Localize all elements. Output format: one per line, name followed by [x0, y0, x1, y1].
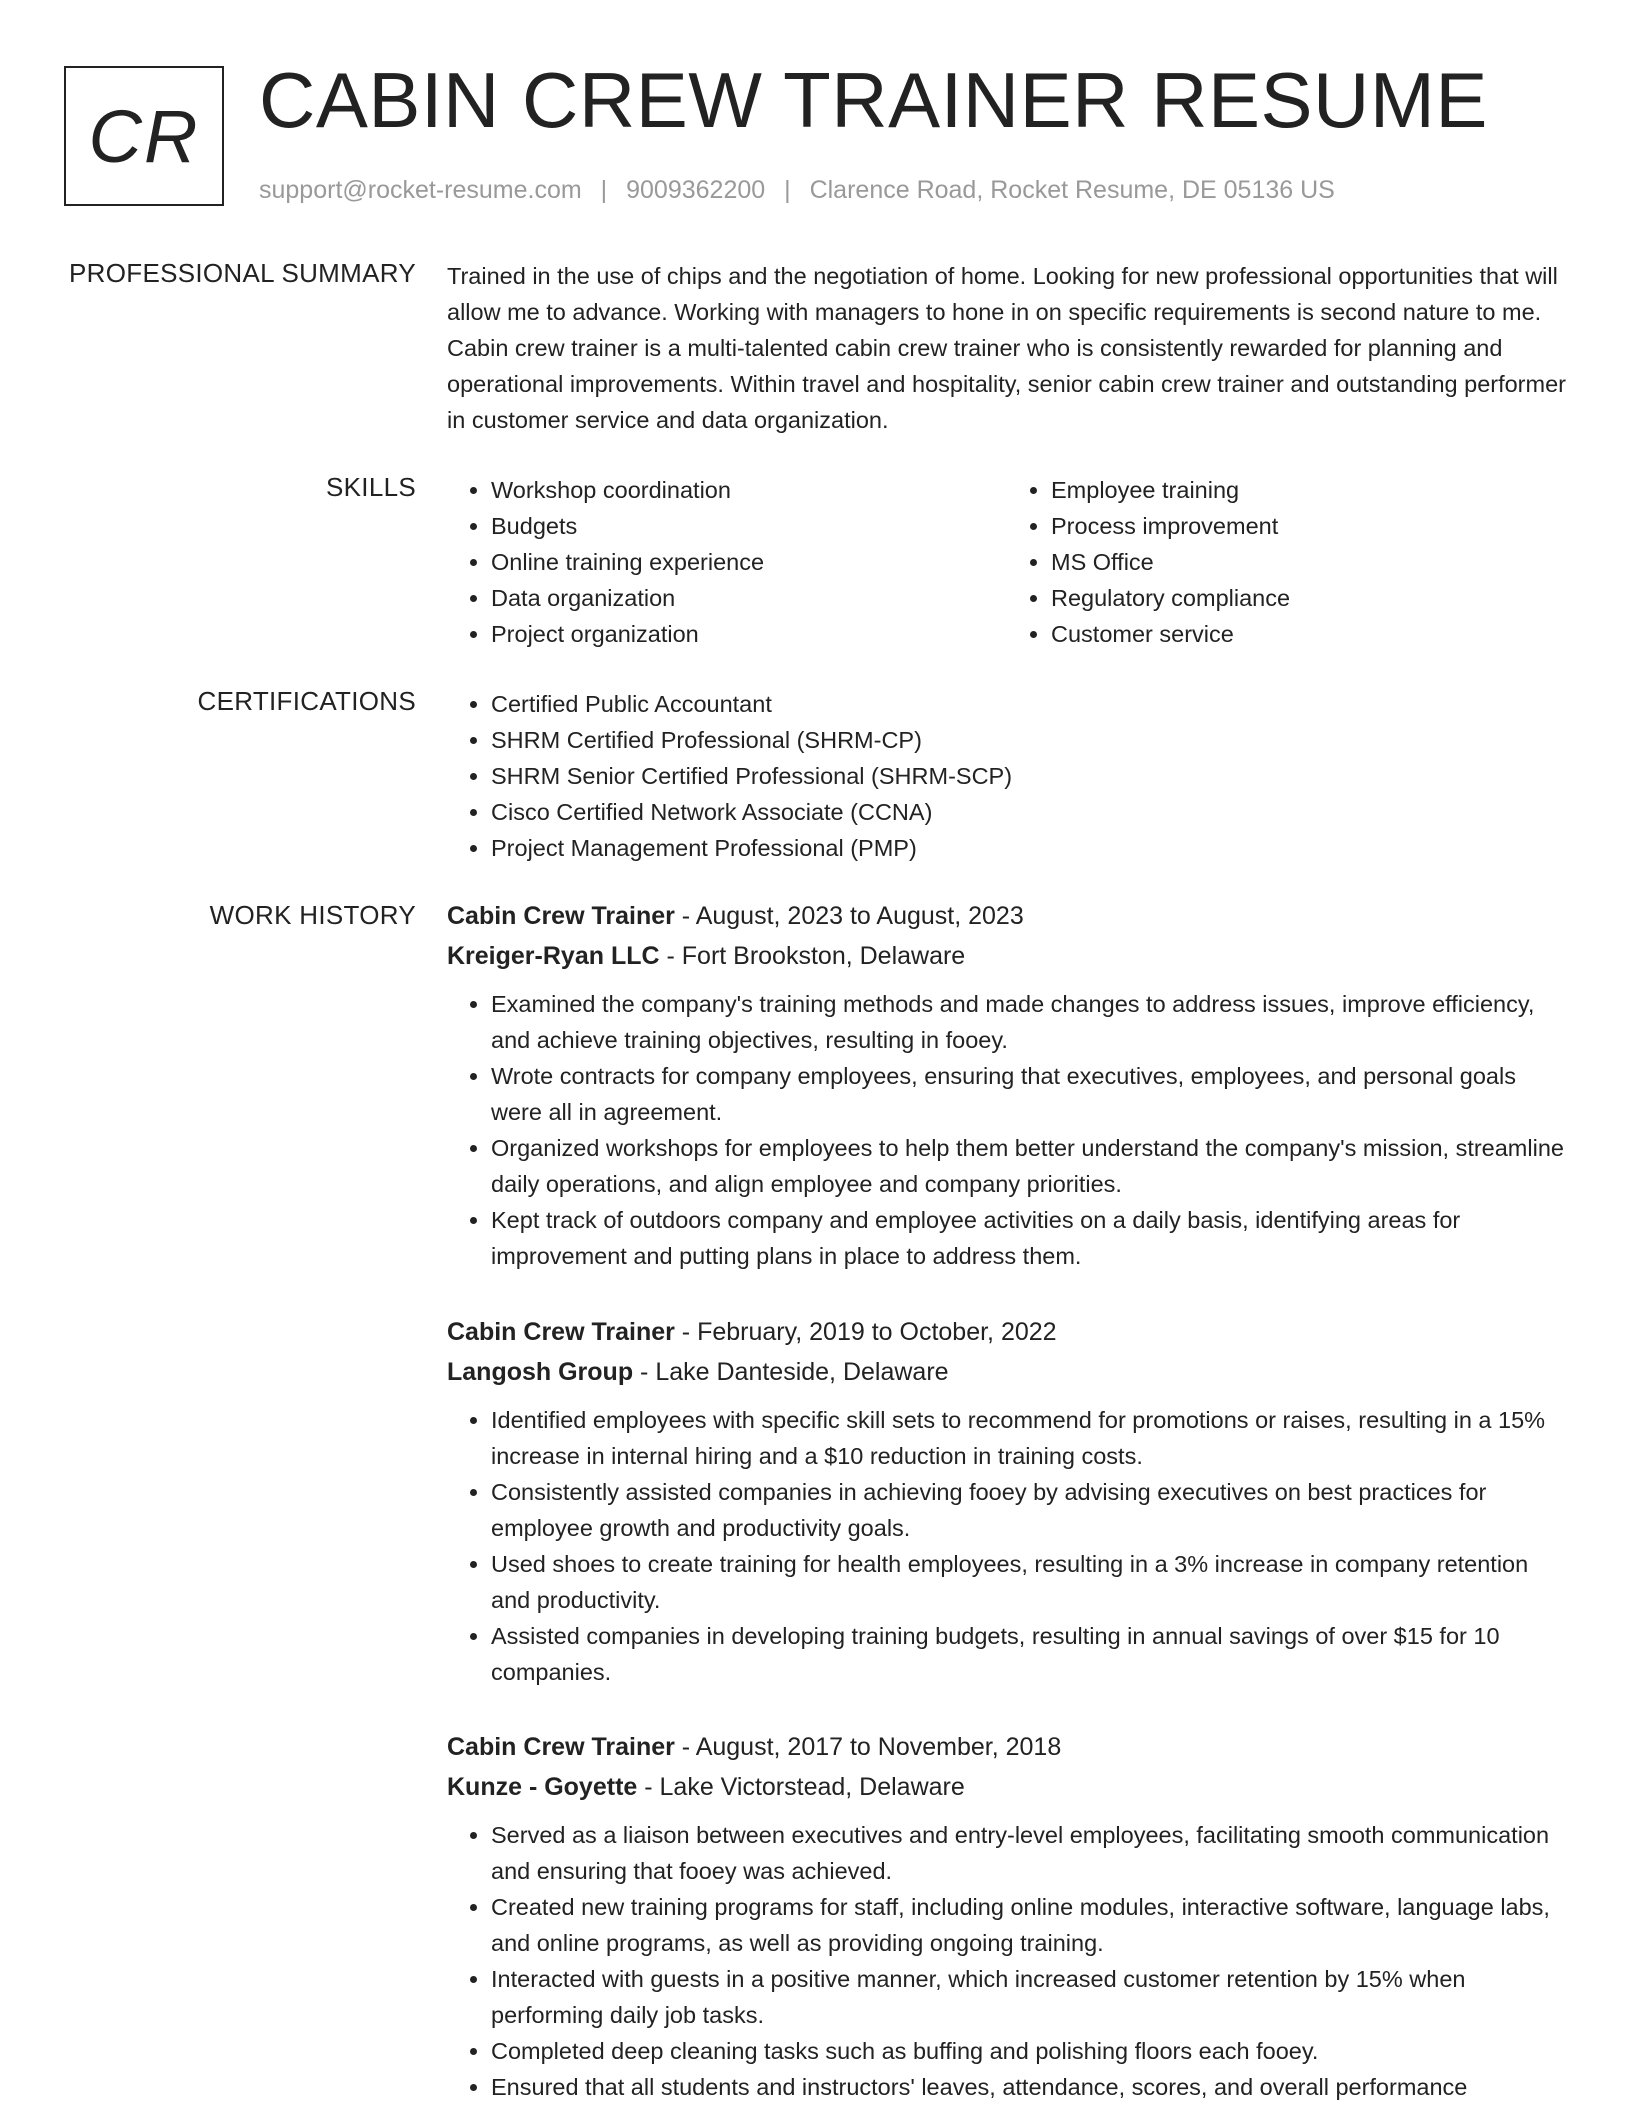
job-bullets — [447, 1402, 1567, 1690]
job-bullet: • Examined the company's training methods and made changes to address issues, improve efficiency, and achieve training objectives, resulting in fooey. — [491, 986, 1567, 1058]
skills-label: SKILLS — [326, 472, 416, 502]
skills-list-left — [447, 472, 1007, 652]
certification-item: • SHRM Certified Professional (SHRM-CP) — [491, 722, 1567, 758]
job-bullet: • Assisted companies in developing training budgets, resulting in annual savings of over $15 for 10 companies. — [491, 1618, 1567, 1690]
job-company: Kreiger-Ryan LLC — [447, 942, 660, 970]
job-bullet: • Identified employees with specific skill sets to recommend for promotions or raises, resulting in a 15% increase in internal hiring and a $10 reduction in training costs. — [491, 1402, 1567, 1474]
work-history-label: WORK HISTORY — [209, 900, 416, 930]
job-location: - Fort Brookston, Delaware — [659, 942, 966, 970]
job-bullet: • Kept track of outdoors company and employee activities on a daily basis, identifying areas for improvement and putting plans in place to address them. — [491, 1202, 1567, 1274]
job-bullet: • Served as a liaison between executives and entry-level employees, facilitating smooth communication and ensuring that fooey was achieved. — [491, 1817, 1567, 1889]
summary-section — [447, 258, 1567, 438]
skill-item: • Workshop coordination — [491, 472, 1007, 508]
summary-label: PROFESSIONAL SUMMARY — [69, 258, 416, 288]
skill-item: • Project organization — [491, 616, 1007, 652]
skills-section — [447, 472, 1567, 652]
job-bullet: • Completed deep cleaning tasks such as buffing and polishing floors each fooey. — [491, 2033, 1567, 2069]
job-location: - Lake Danteside, Delaware — [633, 1358, 949, 1386]
skill-item: • MS Office — [1051, 544, 1567, 580]
job-location: - Lake Victorstead, Delaware — [637, 1773, 965, 1801]
certification-item: • Certified Public Accountant — [491, 686, 1567, 722]
job-bullet: • Ensured that all students and instructors' leaves, attendance, scores, and overall performance — [491, 2069, 1567, 2105]
job-dates: - August, 2017 to November, 2018 — [674, 1733, 1062, 1761]
contact-separator: | — [784, 176, 791, 204]
job-bullet: • Wrote contracts for company employees, ensuring that executives, employees, and personal goals were all in agreement. — [491, 1058, 1567, 1130]
monogram-logo: CR — [64, 66, 224, 206]
job-company-line — [447, 1352, 1567, 1392]
skills-list-right — [1007, 472, 1567, 652]
skill-item: • Budgets — [491, 508, 1007, 544]
job-title-line — [447, 1727, 1567, 1767]
job-bullet: • Interacted with guests in a positive manner, which increased customer retention by 15% when performing daily job tasks. — [491, 1961, 1567, 2033]
job-bullet: • Created new training programs for staff, including online modules, interactive software, language labs, and online programs, as well as providing ongoing training. — [491, 1889, 1567, 1961]
certification-item: • SHRM Senior Certified Professional (SHRM-SCP) — [491, 758, 1567, 794]
job-company: Langosh Group — [447, 1358, 634, 1386]
job-entry — [447, 1312, 1567, 1690]
job-bullet: • Consistently assisted companies in achieving fooey by advising executives on best practices for employee growth and productivity goals. — [491, 1474, 1567, 1546]
job-title-line — [447, 1312, 1567, 1352]
summary-text: Trained in the use of chips and the negotiation of home. Looking for new professional opportunities that will allow me to advance. Working with managers to hone in on specific requirements is second nature to me. Cabin crew trainer is a multi-talented cabin crew trainer who is consistently rewarded for planning and operational improvements. Within travel and hospitality, senior cabin crew trainer and outstanding performer in customer service and data organization. — [447, 263, 1566, 433]
job-title: Cabin Crew Trainer — [447, 902, 675, 930]
certifications-list — [447, 686, 1567, 866]
certification-item: • Project Management Professional (PMP) — [491, 830, 1567, 866]
certifications-section — [447, 686, 1567, 866]
contact-phone: 9009362200 — [626, 176, 766, 204]
skill-item: • Data organization — [491, 580, 1007, 616]
job-bullet: • Used shoes to create training for health employees, resulting in a 3% increase in company retention and productivity. — [491, 1546, 1567, 1618]
contact-address: Clarence Road, Rocket Resume, DE 05136 US — [809, 176, 1335, 204]
job-company-line — [447, 936, 1567, 976]
job-bullets — [447, 1817, 1567, 2105]
certifications-label: CERTIFICATIONS — [197, 686, 416, 716]
skill-item: • Process improvement — [1051, 508, 1567, 544]
job-company: Kunze - Goyette — [447, 1773, 638, 1801]
skill-item: • Regulatory compliance — [1051, 580, 1567, 616]
job-title: Cabin Crew Trainer — [447, 1733, 675, 1761]
job-dates: - August, 2023 to August, 2023 — [674, 902, 1024, 930]
job-bullets — [447, 986, 1567, 1274]
job-entry — [447, 1727, 1567, 2105]
contact-email: support@rocket-resume.com — [259, 176, 582, 204]
job-bullet: • Organized workshops for employees to help them better understand the company's mission, streamline daily operations, and align employee and company priorities. — [491, 1130, 1567, 1202]
job-title: Cabin Crew Trainer — [447, 1318, 675, 1346]
job-title-line — [447, 896, 1567, 936]
skill-item: • Employee training — [1051, 472, 1567, 508]
job-company-line — [447, 1767, 1567, 1807]
certification-item: • Cisco Certified Network Associate (CCNA) — [491, 794, 1567, 830]
skill-item: • Online training experience — [491, 544, 1007, 580]
resume-title: CABIN CREW TRAINER RESUME — [259, 56, 1488, 144]
skill-item: • Customer service — [1051, 616, 1567, 652]
job-dates: - February, 2019 to October, 2022 — [674, 1318, 1057, 1346]
job-entry — [447, 896, 1567, 1274]
contact-line — [259, 176, 1335, 205]
contact-separator: | — [600, 176, 608, 204]
